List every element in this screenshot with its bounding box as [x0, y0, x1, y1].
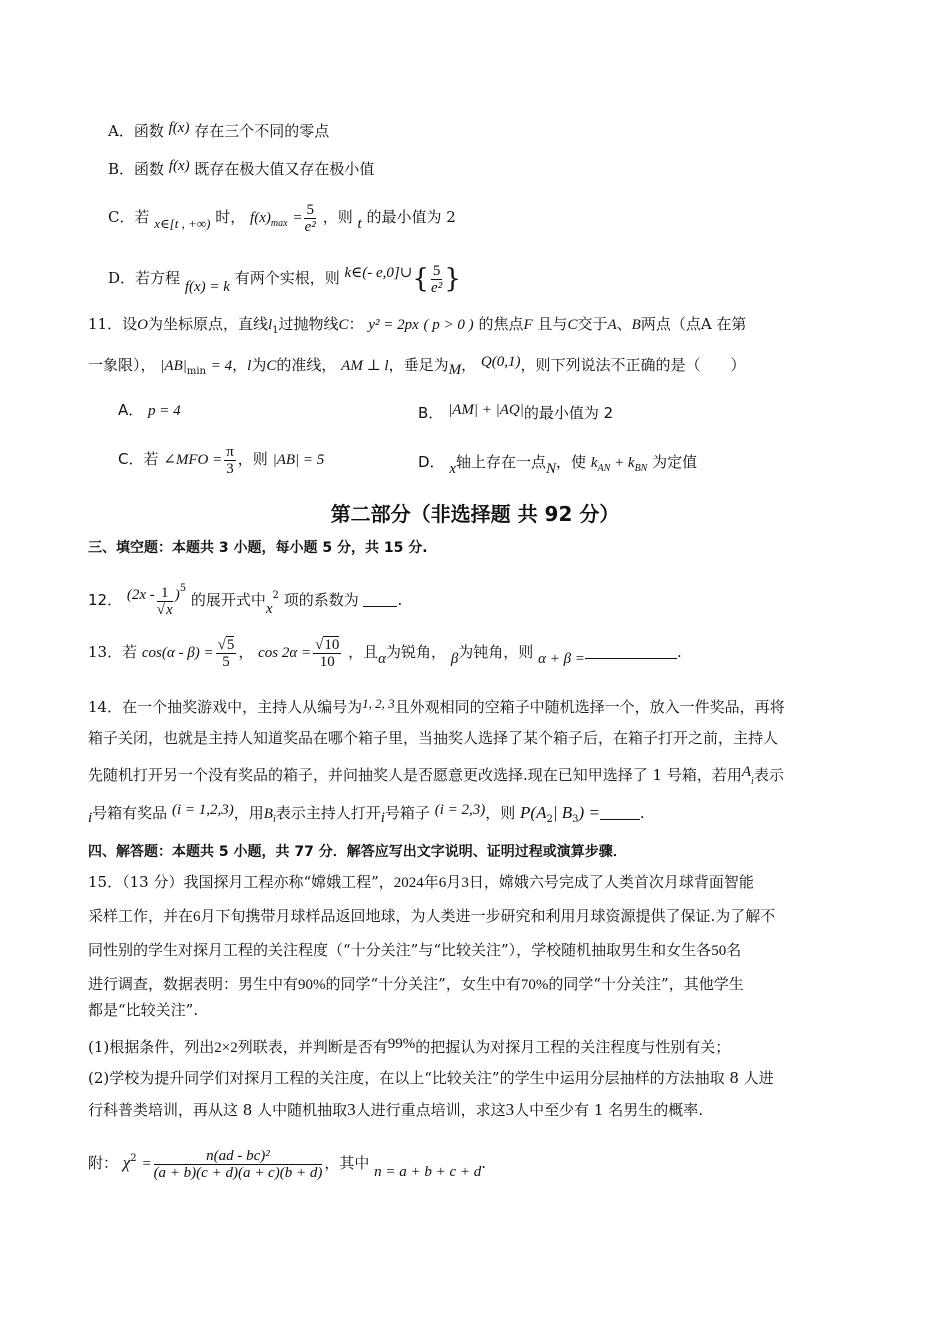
q13-sep: ，: [238, 643, 254, 661]
section-3-heading: 三、填空题：本题共 3 小题，每小题 5 分，共 15 分.: [88, 540, 428, 556]
q10-c-cond: x∈[t , +∞): [154, 216, 211, 231]
q13-frac2: $\frac{√10}{10}$: [315, 636, 340, 670]
q15-line-4: [88, 974, 862, 995]
q12-x: x: [265, 601, 273, 617]
q15-l2-a: 采样工作，并在: [88, 907, 194, 925]
q11-parabola: y² = 2px: [368, 317, 419, 333]
q11-d-bn: BN: [634, 463, 648, 474]
q13-frac1: $\frac{√5}{5}$: [217, 636, 235, 670]
q15-l1-a: 15．（13 分）我国探月工程亦称“嫦娥工程”，: [88, 873, 394, 891]
q15-p2-b: 人进行重点培训，求这: [355, 1101, 506, 1119]
q15-p1-b: 列联表，并判断是否有: [237, 1038, 388, 1056]
q11-l2-a: 一象限），: [88, 356, 156, 374]
q11-l: l: [247, 358, 252, 374]
q11-d-an: AN: [597, 463, 611, 474]
q13-text2: 为锐角，: [386, 643, 447, 661]
q15-line-2: [88, 906, 862, 927]
q10-d-range: k∈(- e,0]∪: [344, 265, 413, 281]
q15-appendix-label: 附：: [88, 1154, 119, 1172]
q10-d-eq: f(x) = k: [184, 279, 230, 295]
q15-part-2-line-2: [88, 1100, 862, 1120]
q11-l2-g: ，则下列说法不正确的是（ ）: [520, 356, 746, 374]
q14-nums: 1, 2, 3: [362, 696, 395, 711]
q12-expr-a: (2x -: [126, 587, 155, 603]
q14-line-2: 箱子关闭，也就是主持人知道奖品在哪个箱子里，当抽奖人选择了某个箱子后，在箱子打开之前，主持人: [88, 729, 779, 747]
q13-sum: α + β =: [538, 651, 585, 667]
q15-formula: [154, 1148, 323, 1181]
q14-l3-a: 先随机打开另一个没有奖品的箱子，并问抽奖人是否愿意更改选择.现在已知甲选择了 1 号箱，若用: [88, 766, 742, 784]
q15-three2: 3: [505, 1100, 515, 1119]
q11-d-text2: ，使: [556, 453, 587, 471]
q11-l2-c: 为: [251, 356, 267, 374]
q10-d-den: e²: [431, 279, 443, 296]
q12-den-x: x: [166, 601, 173, 618]
q12-end: .: [397, 591, 403, 609]
q14-Bi-sub: i: [272, 814, 276, 825]
q11-d-text3: 为定值: [652, 453, 698, 471]
q13-alpha: α: [378, 651, 387, 667]
q14-Bi: B: [263, 806, 273, 822]
q15-line-3: [88, 940, 862, 961]
q14-l4-d: 号箱子: [384, 804, 430, 822]
q15-p1-a: (1)根据条件，列出: [88, 1038, 215, 1056]
section-4-heading: 四、解答题：本题共 5 小题，共 77 分．解答应写出文字说明、证明过程或演算步骤．: [88, 844, 627, 860]
q11-text-g: 交于: [577, 315, 608, 333]
q13-end: .: [676, 643, 682, 661]
q14-line-1: [88, 694, 862, 717]
q11-d-n: N: [546, 461, 557, 477]
q15-f-num: n(ad - bc)²: [154, 1148, 323, 1165]
q11-d-text1: 轴上存在一点: [456, 453, 547, 471]
q13: [88, 630, 862, 681]
q10-c-then: ，则: [322, 208, 353, 226]
q10-b-label: B．函数: [108, 160, 165, 178]
q15-chi-exp: 2: [130, 1153, 137, 1164]
q11-A: A: [607, 317, 617, 333]
q10-c-max-sub: max: [270, 218, 288, 229]
q10-d-fraction: [431, 263, 443, 296]
q15-l4-a: 进行调查，数据表明：男生中有: [88, 975, 299, 993]
q15-three1: 3: [347, 1100, 356, 1119]
q10-d-num: 5: [432, 262, 441, 279]
q10-a-label: A．函数: [108, 122, 164, 140]
q14-answer-blank[interactable]: [600, 805, 640, 820]
q11-l1: l: [267, 317, 273, 333]
q14-prob-sub2: 3: [572, 814, 579, 825]
q15-p2-c: 人中至少有 1 名男生的概率.: [514, 1101, 703, 1119]
q15-chi: χ: [122, 1153, 131, 1172]
q10-c-t: t: [357, 216, 362, 232]
q14-irange2: (i = 2,3): [434, 802, 486, 818]
q15-line-1: [88, 872, 862, 893]
q15-l3-b: 名: [726, 941, 742, 959]
q10-option-c: C．若 x∈[t , +∞) 时， $f(x)_{max}$ = $\frac{5}{\text{e²}}$ ，则 t 的最小值为 2: [108, 201, 456, 235]
q14-i2: i: [380, 810, 385, 826]
q15-year: 2024: [393, 875, 424, 891]
q12-text1: 的展开式中: [190, 591, 266, 609]
q15-where: ，其中: [324, 1154, 370, 1172]
q11-line-1: 11．设O为坐标原点，直线$l_1$过抛物线C： y² = 2px ( p > 0 ) 的焦点F 且与C交于A、B两点（点A 在第: [88, 315, 747, 336]
q11-c-fraction: [224, 444, 236, 477]
q10-d-label: D．若方程: [108, 269, 181, 287]
q15-part-2-line-1: (2)学校为提升同学们对探月工程的关注度，在以上“比较关注”的学生中运用分层抽样的方法抽取 8 人进: [88, 1069, 774, 1087]
q11-text-d: ：: [348, 315, 364, 333]
q14-l4-e: ，则: [485, 804, 516, 822]
q14-Ai-sub: i: [751, 776, 754, 787]
q14-prob: P(A: [520, 803, 547, 822]
q11-cond: ( p > 0 ): [423, 317, 474, 333]
q13-n2: 10: [324, 636, 340, 653]
q15-eq: =: [141, 1156, 152, 1172]
q11-c-text: ，则: [237, 450, 268, 468]
q10-c-text-end: 的最小值为 2: [366, 208, 456, 226]
q11-a-expr: p = 4: [148, 403, 181, 419]
q11-F: F: [523, 317, 533, 333]
q10-d-text: 有两个实根，则: [234, 269, 340, 287]
q14-l1-a: 14．在一个抽奖游戏中，主持人从编号为: [88, 698, 363, 716]
q15-l2-b: 月下旬携带月球样品返回地球，为人类进一步研究和利用月球资源提供了保证.为了解不: [200, 907, 776, 925]
q13-d1: 5: [222, 653, 230, 670]
q13-cos2: cos 2α =: [258, 645, 312, 661]
q11-d-k: k: [590, 455, 598, 471]
q15-l3-a: 同性别的学生对探月工程的关注程度（“十分关注”与“比较关注”），学校随机抽取男生和女生各: [88, 941, 712, 959]
q11-min-sub: min: [186, 366, 206, 377]
q11-text-e: 的焦点: [478, 315, 524, 333]
q11-text: 11．设: [88, 315, 138, 333]
q15-n-def: n = a + b + c + d: [374, 1164, 482, 1180]
q13-beta: β: [450, 651, 459, 667]
q11-B: B: [631, 317, 641, 333]
q14-l1-b: 且外观相同的空箱子中随机选择一个，放入一件奖品，再将: [394, 698, 785, 716]
q10-b-fx: f(x): [168, 158, 190, 174]
q11-d-x: x: [449, 461, 457, 477]
q13-text1: ，且: [348, 643, 379, 661]
q14-prob-mid: | B: [552, 803, 573, 822]
q15-day: 3: [461, 875, 469, 891]
q11-text-f: 且与: [537, 315, 568, 333]
q14-end: .: [639, 804, 645, 822]
q15-part-1: [88, 1034, 862, 1058]
q15-l1-d: 日，嫦娥六号完成了人类首次月球背面智能: [468, 873, 754, 891]
q10-a-text: 存在三个不同的零点: [194, 122, 330, 140]
q12-num: 12．: [88, 591, 123, 609]
q14-prob-sub1: 2: [546, 814, 553, 825]
q14-line-4: [88, 796, 862, 834]
q12-xexp: 2: [272, 590, 279, 601]
q11-c-label: C．若: [118, 450, 159, 468]
q12-expr-b: ): [174, 587, 180, 603]
q15-f-den: (a + b)(c + d)(a + c)(b + d): [153, 1164, 323, 1181]
q11-d-plus: + k: [610, 455, 635, 471]
q15-month2: 6: [193, 909, 201, 925]
q11-c-ab: |AB| = 5: [272, 452, 325, 468]
q13-d2: 10: [319, 653, 335, 670]
q11-b-expr: |AM| + |AQ|: [448, 402, 524, 418]
q11-l2-e: ，垂足为: [388, 356, 449, 374]
q13-num: 13．若: [88, 643, 138, 661]
q15-p2-a: 行科普类培训，再从这 8 人中随机抽取: [88, 1101, 348, 1119]
q11-O: O: [137, 317, 148, 333]
q11-Q: Q(0,1): [480, 354, 521, 370]
q11-l2-b: ，: [232, 356, 248, 374]
q15-end: .: [481, 1154, 487, 1172]
q15-l1-b: 年: [423, 873, 439, 891]
q11-C3: C: [266, 358, 277, 374]
q11-l2-f: ，: [461, 356, 477, 374]
q14-l3-b: 表示: [753, 766, 784, 784]
q10-b-text: 既存在极大值又存在极小值: [194, 160, 375, 178]
q11-text-i: 两点（点A 在第: [640, 315, 747, 333]
q14-Ai: A: [741, 764, 752, 780]
q11-d-label: D．: [418, 453, 445, 471]
q12-text2: 项的系数为: [283, 591, 359, 609]
q10-option-d: D．若方程 f(x) = k 有两个实根，则 k∈(- e,0]∪{ $\frac{5}{\text{e²}}$ }: [108, 262, 461, 296]
q12-exp: 5: [179, 583, 187, 594]
q11-C: C: [338, 317, 349, 333]
q10-c-num: 5: [306, 201, 314, 218]
q12-fraction: $\frac{1}{√x}$: [156, 584, 173, 618]
q15-p1-c: 的把握认为对探月工程的关注程度与性别有关；: [415, 1038, 731, 1056]
q13-answer-blank[interactable]: [585, 644, 677, 659]
q15-pct1: 90%: [298, 977, 326, 993]
q14-l4-c: 表示主持人打开: [275, 804, 381, 822]
q14-l4-a: 号箱有奖品: [92, 804, 168, 822]
q10-a-fx: f(x): [168, 120, 190, 136]
q11-c-num: π: [226, 443, 234, 460]
q13-text3: 为钝角，则: [458, 643, 534, 661]
q11-abval: = 4: [210, 358, 233, 374]
q11-b-label: B．: [418, 404, 444, 422]
q15-month: 6: [438, 875, 447, 891]
q10-c-text: 时，: [215, 208, 246, 226]
q11-text-c: 过抛物线: [278, 315, 339, 333]
q11-text-h: 、: [616, 315, 632, 333]
q15-pct2: 70%: [520, 977, 549, 993]
q14-line-3: [88, 762, 862, 792]
q15-l4-c: 的同学“十分关注”，其他学生: [548, 975, 744, 993]
q14-irange: (i = 1,2,3): [171, 802, 234, 818]
q15-line-5: 都是“比较关注”.: [88, 1001, 199, 1019]
q12: [88, 570, 862, 628]
q11-a-label: A．: [118, 401, 144, 419]
q15-l1-c: 月: [446, 873, 462, 891]
q11-line-2: [88, 352, 862, 382]
q11-l2-d: 的准线，: [276, 356, 337, 374]
q15-appendix: [88, 1140, 862, 1191]
q14-prob-end: ) =: [578, 803, 600, 822]
q14-l4-b: ，用: [233, 804, 264, 822]
q11-option-d: [418, 452, 862, 479]
q11-option-b: [418, 400, 862, 423]
q15-count: 50: [711, 943, 727, 959]
q11-perp: AM ⊥ l: [341, 358, 389, 374]
q14-i1: i: [88, 810, 93, 826]
q10-c-label: C．若: [108, 208, 150, 226]
q15-table: 2×2: [214, 1040, 238, 1056]
q11-M: M: [448, 362, 462, 378]
q11-abmin: |AB|: [160, 358, 187, 374]
q13-n1: 5: [226, 636, 235, 653]
q11-b-text: 的最小值为 2: [523, 404, 614, 422]
q10-c-den: e²: [304, 218, 316, 235]
q11-c-den: 3: [226, 460, 234, 477]
q11-c-angle: ∠MFO =: [163, 452, 223, 468]
q13-cos1: cos(α - β) =: [141, 645, 214, 661]
q11-C2: C: [567, 317, 578, 333]
q12-num-1: 1: [157, 585, 173, 602]
q10-c-fmax: f(x): [250, 210, 271, 226]
q10-c-fraction: [304, 202, 316, 235]
section-2-title: 第二部分（非选择题 共 92 分）: [330, 502, 620, 526]
q10-option-b: [108, 156, 862, 179]
q15-l4-b: 的同学“十分关注”，女生中有: [325, 975, 521, 993]
q15-pct3: 99%: [387, 1036, 416, 1052]
q10-option-a: [108, 118, 862, 141]
q11-text-b: 为坐标原点，直线: [147, 315, 268, 333]
q12-answer-blank[interactable]: [363, 592, 397, 607]
